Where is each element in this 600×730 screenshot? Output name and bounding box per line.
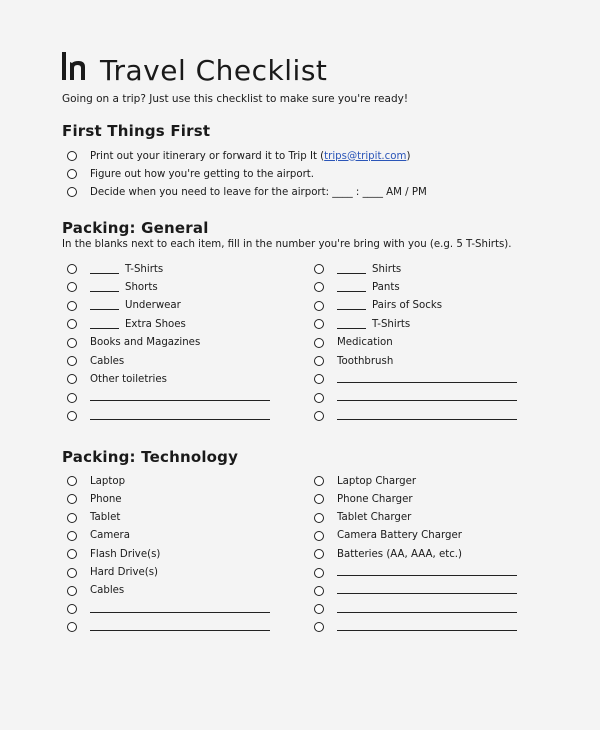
- checklist-item[interactable]: [314, 601, 517, 617]
- checkbox-circle-icon[interactable]: [314, 319, 324, 329]
- item-label: Cables: [90, 355, 125, 367]
- checklist-item[interactable]: [67, 316, 186, 332]
- checkbox-circle-icon[interactable]: [314, 586, 324, 596]
- checklist-item[interactable]: [67, 353, 124, 369]
- checkbox-circle-icon[interactable]: [67, 411, 77, 421]
- write-in-blank-line[interactable]: [337, 390, 517, 401]
- document-subtitle: Going on a trip? Just use this checklist to make sure you're ready!: [62, 93, 409, 105]
- checkbox-circle-icon[interactable]: [314, 374, 324, 384]
- quantity-blank[interactable]: [90, 263, 119, 274]
- item-label: Pairs of Socks: [372, 300, 443, 312]
- write-in-blank-line[interactable]: [337, 409, 517, 420]
- checkbox-circle-icon[interactable]: [314, 622, 324, 632]
- tripit-email-link[interactable]: trips@tripit.com: [324, 150, 407, 162]
- item-text-before: Print out your itinerary or forward it to Trip It (: [90, 150, 325, 162]
- checklist-item[interactable]: [67, 371, 167, 387]
- section-first-things-heading: First Things First: [62, 122, 211, 140]
- packing-general-instructions: In the blanks next to each item, fill in the number you're bring with you (e.g. 5 T-Shirts).: [62, 239, 512, 250]
- item-label: Medication: [337, 337, 393, 349]
- first-item-leave-time[interactable]: [67, 184, 427, 200]
- write-in-blank-line[interactable]: [337, 602, 517, 613]
- checkbox-circle-icon[interactable]: [67, 622, 77, 632]
- checklist-item[interactable]: [314, 491, 413, 507]
- checkbox-circle-icon[interactable]: [67, 374, 77, 384]
- checkbox-circle-icon[interactable]: [67, 319, 77, 329]
- checkbox-circle-icon[interactable]: [67, 604, 77, 614]
- item-label: Shorts: [125, 281, 158, 293]
- item-label: Laptop: [90, 475, 126, 487]
- checklist-item[interactable]: [67, 583, 124, 599]
- item-label: Other toiletries: [90, 373, 167, 385]
- checklist-item[interactable]: [67, 261, 163, 277]
- checkbox-circle-icon[interactable]: [314, 264, 324, 274]
- write-in-blank-line[interactable]: [90, 390, 270, 401]
- checklist-item[interactable]: [314, 473, 416, 489]
- checkbox-circle-icon[interactable]: [67, 356, 77, 366]
- item-label: T-Shirts: [372, 318, 411, 330]
- quantity-blank[interactable]: [337, 299, 366, 310]
- checklist-item[interactable]: [314, 279, 400, 295]
- checklist-item[interactable]: [314, 335, 393, 351]
- item-label: Pants: [372, 281, 400, 293]
- item-label: Phone: [90, 493, 122, 505]
- item-label: Tablet Charger: [337, 512, 412, 524]
- section-packing-general-heading: Packing: General: [62, 219, 209, 237]
- checkbox-circle-icon[interactable]: [67, 586, 77, 596]
- quantity-blank[interactable]: [337, 318, 366, 329]
- checkbox-circle-icon[interactable]: [67, 187, 77, 197]
- checklist-item[interactable]: [67, 491, 122, 507]
- checklist-item[interactable]: [314, 510, 411, 526]
- checkbox-circle-icon[interactable]: [314, 282, 324, 292]
- write-in-blank-line[interactable]: [337, 565, 517, 576]
- checklist-item[interactable]: [314, 408, 517, 424]
- document-title: Travel Checklist: [100, 54, 328, 87]
- item-label: Laptop Charger: [337, 475, 417, 487]
- checkbox-circle-icon[interactable]: [67, 338, 77, 348]
- item-label: Batteries (AA, AAA, etc.): [337, 548, 463, 560]
- checkbox-circle-icon[interactable]: [314, 568, 324, 578]
- checkbox-circle-icon[interactable]: [314, 549, 324, 559]
- checkbox-circle-icon[interactable]: [314, 531, 324, 541]
- checklist-item[interactable]: [67, 546, 160, 562]
- quantity-blank[interactable]: [90, 318, 119, 329]
- checklist-item[interactable]: [67, 601, 270, 617]
- checklist-item[interactable]: [67, 619, 270, 635]
- checklist-item[interactable]: [314, 619, 517, 635]
- item-text-after: ): [406, 150, 411, 162]
- checkbox-circle-icon[interactable]: [67, 531, 77, 541]
- checklist-item[interactable]: [67, 279, 158, 295]
- item-label: Cables: [90, 585, 125, 597]
- checklist-item[interactable]: [314, 316, 410, 332]
- item-label: Flash Drive(s): [90, 548, 161, 560]
- checklist-item[interactable]: [314, 371, 517, 387]
- checkbox-circle-icon[interactable]: [67, 301, 77, 311]
- write-in-blank-line[interactable]: [90, 602, 270, 613]
- first-item-itinerary[interactable]: [67, 148, 410, 164]
- checkbox-circle-icon[interactable]: [67, 151, 77, 161]
- checkbox-circle-icon[interactable]: [67, 264, 77, 274]
- checklist-item[interactable]: [314, 528, 462, 544]
- item-label: Extra Shoes: [125, 318, 186, 330]
- checklist-item[interactable]: [67, 473, 125, 489]
- section-packing-technology-heading: Packing: Technology: [62, 448, 239, 466]
- checklist-item[interactable]: [314, 353, 393, 369]
- write-in-blank-line[interactable]: [337, 620, 517, 631]
- checklist-item[interactable]: [314, 546, 462, 562]
- quantity-blank[interactable]: [90, 281, 119, 292]
- first-item-airport-transport[interactable]: [67, 166, 314, 182]
- write-in-blank-line[interactable]: [337, 583, 517, 594]
- item-label: Shirts: [372, 263, 402, 275]
- checkbox-circle-icon[interactable]: [314, 411, 324, 421]
- checkbox-circle-icon[interactable]: [67, 393, 77, 403]
- item-label: T-Shirts: [125, 263, 164, 275]
- quantity-blank[interactable]: [337, 281, 366, 292]
- item-label: Camera: [90, 530, 130, 542]
- checklist-item[interactable]: [314, 390, 517, 406]
- item-label: Decide when you need to leave for the airport: ____ : ____ AM / PM: [90, 186, 427, 198]
- checklist-item[interactable]: [67, 335, 200, 351]
- checklist-item[interactable]: [314, 298, 442, 314]
- write-in-blank-line[interactable]: [337, 372, 517, 383]
- checkbox-circle-icon[interactable]: [314, 604, 324, 614]
- item-label: Underwear: [125, 300, 181, 312]
- checkbox-circle-icon[interactable]: [314, 494, 324, 504]
- checklist-item[interactable]: [314, 261, 401, 277]
- checklist-item[interactable]: [67, 408, 270, 424]
- quantity-blank[interactable]: [337, 263, 366, 274]
- checklist-item[interactable]: [67, 528, 130, 544]
- checklist-item[interactable]: [314, 583, 517, 599]
- checkbox-circle-icon[interactable]: [67, 476, 77, 486]
- checkbox-circle-icon[interactable]: [314, 513, 324, 523]
- item-label: Tablet: [90, 512, 121, 524]
- item-label: Books and Magazines: [90, 337, 201, 349]
- item-label: Toothbrush: [337, 355, 394, 367]
- checkbox-circle-icon[interactable]: [314, 393, 324, 403]
- write-in-blank-line[interactable]: [90, 620, 270, 631]
- quantity-blank[interactable]: [90, 299, 119, 310]
- checklist-item[interactable]: [314, 565, 517, 581]
- checklist-item[interactable]: [67, 298, 181, 314]
- checkbox-circle-icon[interactable]: [67, 282, 77, 292]
- checkbox-circle-icon[interactable]: [314, 356, 324, 366]
- checkbox-circle-icon[interactable]: [314, 301, 324, 311]
- checkbox-circle-icon[interactable]: [67, 568, 77, 578]
- checkbox-circle-icon[interactable]: [67, 513, 77, 523]
- item-label: Camera Battery Charger: [337, 530, 462, 542]
- item-label: Phone Charger: [337, 493, 413, 505]
- checkbox-circle-icon[interactable]: [314, 476, 324, 486]
- checklist-item[interactable]: [67, 390, 270, 406]
- checkbox-circle-icon[interactable]: [67, 169, 77, 179]
- checklist-item[interactable]: [67, 565, 158, 581]
- checklist-item[interactable]: [67, 510, 120, 526]
- item-label: Hard Drive(s): [90, 567, 159, 578]
- tripit-logo-icon: [60, 50, 92, 84]
- checkbox-circle-icon[interactable]: [314, 338, 324, 348]
- checkbox-circle-icon[interactable]: [67, 494, 77, 504]
- write-in-blank-line[interactable]: [90, 409, 270, 420]
- item-label: Figure out how you're getting to the airport.: [90, 168, 315, 180]
- checkbox-circle-icon[interactable]: [67, 549, 77, 559]
